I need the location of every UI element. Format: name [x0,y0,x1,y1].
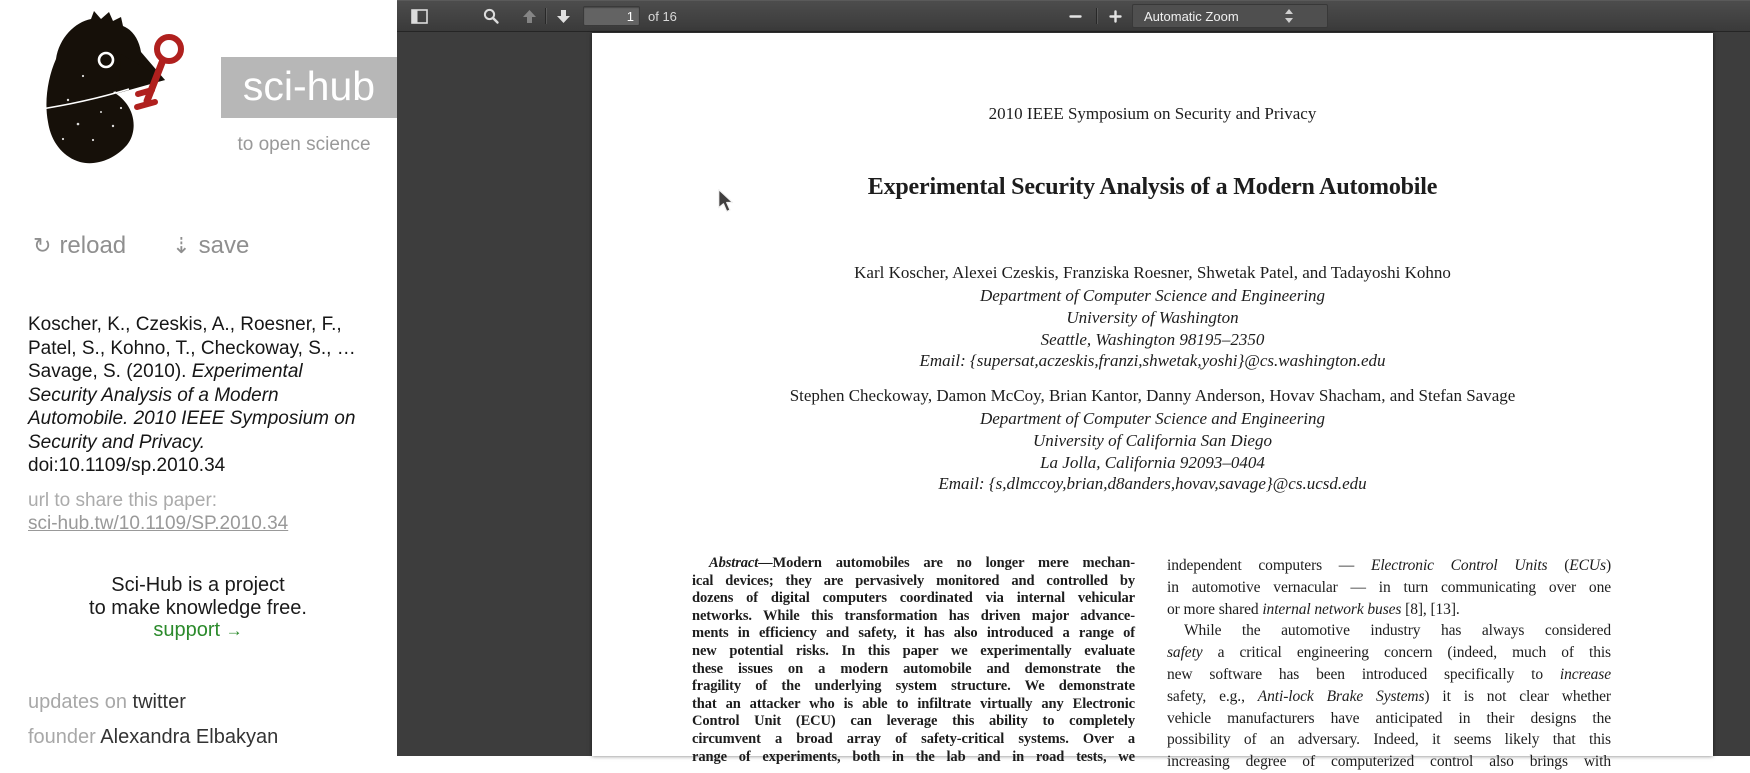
abstract-column: Abstract—Modern automobiles are no longer mere mechan- ical devices; they are pervasively monitored and controlled by dozens of digital computers coordinated via internal vehicular networks. While this transformation has driven major advance- ments in efficiency and safety, it has also introduced a range of new potential risks. In this paper we experimentally evaluate these issues on a modern automobile and demonstrate the fragility of the underlying system structure. We demonstrate that an attacker who is able to infiltrate virtually any Electronic Control Unit (ECU) can leverage this ability to completely circumvent a broad array of safety-critical systems. Over a range of experiments, both in the lab and in road tests, we [692,555,1135,765]
mission-line-2: to make knowledge free. [89,596,307,619]
citation-doi: doi:10.1109/sp.2010.34 [28,455,226,476]
sidebar-toggle-button[interactable] [405,3,433,29]
conference-header: 2010 IEEE Symposium on Security and Privacy [988,104,1317,123]
sidebar-footer [28,690,278,760]
affiliation-lines: Department of Computer Science and Engineering University of California San Diego La Jolla, California 92093–0404 Email: {s,dlmccoy,brian,d8anders,hovav,savage}@cs.ucsd.edu [938,409,1367,494]
zoom-out-button[interactable] [1061,3,1089,29]
zoom-select-value: Automatic Zoom [1144,9,1239,24]
share-label: url to share this paper: [28,490,218,511]
plus-icon [1109,10,1122,23]
minus-icon [1069,10,1082,23]
share-section [28,489,288,535]
paper-citation [28,313,366,478]
page-count-label: of 16 [648,9,677,24]
reload-button[interactable] [33,232,126,260]
sidebar-toggle-icon [411,9,428,24]
page-number-input[interactable] [583,6,640,26]
mission-statement [20,574,376,643]
search-icon [483,8,499,24]
twitter-link[interactable]: twitter [132,691,186,713]
author-line: Karl Koscher, Alexei Czeskis, Franziska Roesner, Shwetak Patel, and Tadayoshi Kohno [854,263,1451,282]
paper-actions [33,232,249,260]
affiliation-block-ucsd [592,384,1713,495]
zoom-select[interactable] [1132,4,1328,28]
intro-column: independent computers — Electronic Control Units (ECUs) in automotive vernacular — in turn communicating over one or more shared internal network buses [8], [13]. While the automotive industry has always considered safety a critical engineering concern (indeed, much of this new software has been introduced specifically to increase safety, e.g., Anti-lock Brake Systems) it is not clear whether vehicle manufacturers have anticipated in their designs the possibility of an adversary. Indeed, it seems likely that this increasing degree of computerized control also brings with [1167,557,1611,771]
site-title: sci-hub [221,57,397,118]
citation-title: Experimental Security Analysis of a Modern Automobile. 2010 IEEE Symposium on Security and Privacy. [28,361,356,453]
next-page-button[interactable] [549,3,577,29]
share-url-link[interactable]: sci-hub.tw/10.1109/SP.2010.34 [28,513,289,534]
pdf-page-1 [592,33,1713,771]
updates-label: updates on [28,691,127,713]
sci-hub-raven-logo [23,4,187,170]
find-button[interactable] [477,3,505,29]
save-label: save [198,232,250,259]
save-button[interactable] [172,232,249,260]
pdf-toolbar [397,0,1750,32]
pdf-viewer [397,0,1750,771]
select-arrows-icon [1285,9,1294,23]
author-line: Stephen Checkoway, Damon McCoy, Brian Kantor, Danny Anderson, Hovav Shacham, and Stefan Savage [789,386,1516,405]
support-link[interactable] [153,619,242,641]
save-icon: ⇣ [172,233,191,258]
paper-title: Experimental Security Analysis of a Modern Automobile [867,174,1438,200]
right-arrow-icon: → [225,621,243,640]
zoom-in-button[interactable] [1101,3,1129,29]
site-tagline: to open science [237,134,371,155]
arrow-down-icon [556,9,571,24]
reload-icon: ↻ [33,233,52,258]
support-label: support [153,619,221,641]
affiliation-lines: Department of Computer Science and Engineering University of Washington Seattle, Washington 98195–2350 Email: {supersat,aczeskis,franzi,shwetak,yoshi}@cs.washington.edu [919,286,1386,371]
citation-authors: Koscher, K., Czeskis, A., Roesner, F., Patel, S., Kohno, T., Checkoway, S., … Savage, S. (2010). [28,314,356,382]
arrow-up-icon [522,9,537,24]
sidebar [0,0,397,756]
toolbar-divider [545,8,546,24]
toolbar-divider [1096,8,1097,24]
founder-name-link[interactable]: Alexandra Elbakyan [100,726,279,748]
mission-line-1: Sci-Hub is a project [111,574,285,596]
affiliation-block-uw [592,261,1713,372]
previous-page-button[interactable] [515,3,543,29]
founder-label: founder [28,726,96,748]
reload-label: reload [59,232,127,259]
